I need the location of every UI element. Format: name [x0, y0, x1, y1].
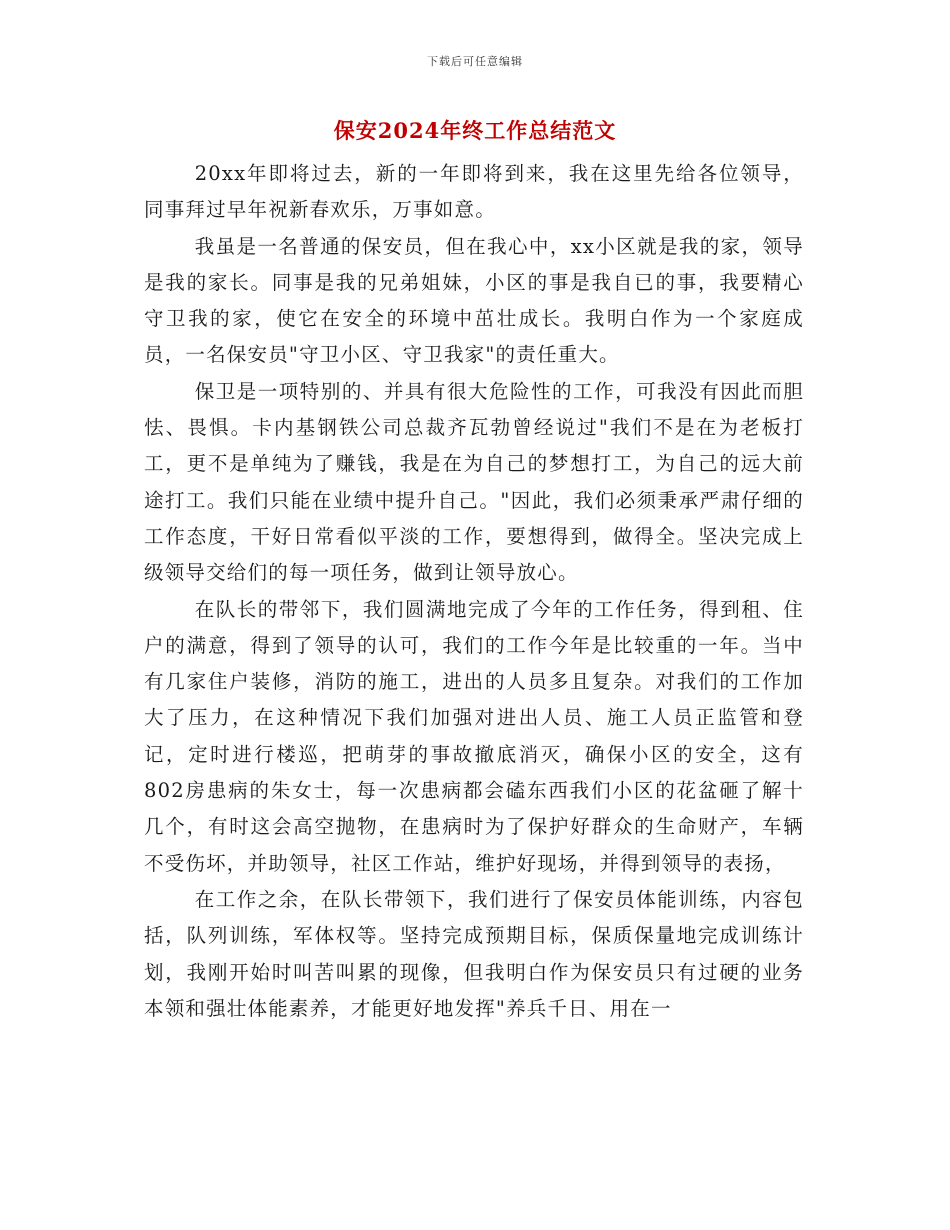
document-body	[144, 156, 804, 1027]
paragraph: 保卫是一项特别的、并具有很大危险性的工作，可我没有因此而胆怯、畏惧。卡内基钢铁公司总裁齐瓦勃曾经说过"我们不是在为老板打工，更不是单纯为了赚钱，我是在为自己的梦想打工，为自己的远大前途打工。我们只能在业绩中提升自己。"因此，我们必须秉承严肃仔细的工作态度，干好日常看似平淡的工作，要想得到，做得全。坚决完成上级领导交给们的每一项任务，做到让领导放心。	[144, 379, 804, 585]
document-title: 保安2024年终工作总结范文	[333, 118, 617, 143]
paragraph: 20xx年即将过去，新的一年即将到来，我在这里先给各位领导，同事拜过早年祝新春欢乐，万事如意。	[144, 162, 804, 222]
paragraph: 在队长的带邻下，我们圆满地完成了今年的工作任务，得到租、住户的满意，得到了领导的认可，我们的工作今年是比较重的一年。当中有几家住户装修，消防的施工，进出的人员多且复杂。对我们的工作加大了压力，在这种情况下我们加强对进出人员、施工人员正监管和登记，定时进行楼巡，把萌芽的事故撤底消灭，确保小区的安全，这有802房患病的朱女士，每一次患病都会磕东西我们小区的花盆砸了解十几个，有时这会高空抛物，在患病时为了保护好群众的生命财产，车辆不受伤坏，并助领导，社区工作站，维护好现场，并得到领导的表扬，	[144, 597, 804, 875]
header-note: 下载后可任意编辑	[427, 55, 523, 68]
paragraph: 在工作之余，在队长带领下，我们进行了保安员体能训练，内容包括，队列训练，军体权等。坚持完成预期目标，保质保量地完成训练计划，我刚开始时叫苦叫累的现像，但我明白作为保安员只有过硬的业务本领和强壮体能素养，才能更好地发挥"养兵千日、用在一	[144, 887, 804, 1020]
paragraph: 我虽是一名普通的保安员，但在我心中，xx小区就是我的家，领导是我的家长。同事是我的兄弟姐妹，小区的事是我自已的事，我要精心守卫我的家，使它在安全的环境中茁壮成长。我明白作为一个家庭成员，一名保安员"守卫小区、守卫我家"的责任重大。	[144, 234, 804, 367]
